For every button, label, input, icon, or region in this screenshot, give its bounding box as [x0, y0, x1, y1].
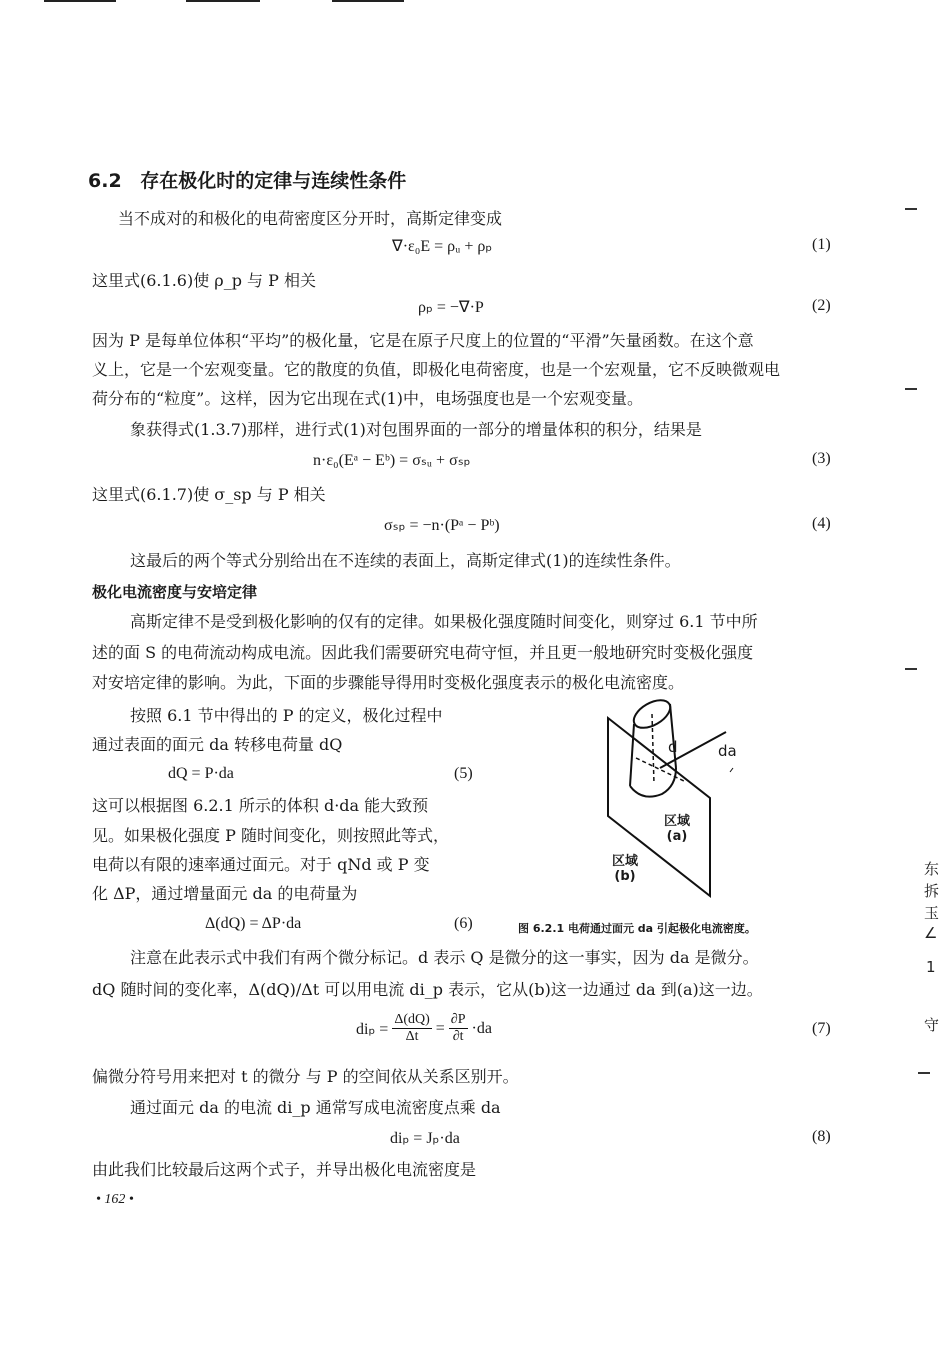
paragraph-line: dQ 随时间的变化率，Δ(dQ)/Δt 可以用电流 di_p 表示，它从(b)这一边通过 da 到(a)这一边。 [92, 980, 763, 999]
equation-2: ρₚ = −∇·P [418, 299, 484, 316]
scan-line [186, 0, 260, 2]
paragraph-line: 通过面元 da 的电流 di_p 通常写成电流密度点乘 da [130, 1098, 501, 1117]
equation-2-number: (2) [812, 297, 831, 314]
margin-mark [905, 388, 917, 390]
label-da: da [718, 742, 737, 760]
section-heading [88, 166, 406, 193]
paragraph-line: 高斯定律不是受到极化影响的仅有的定律。如果极化强度随时间变化，则穿过 6.1 节中所 [130, 612, 758, 631]
paragraph-line: 这最后的两个等式分别给出在不连续的表面上，高斯定律式(1)的连续性条件。 [130, 551, 681, 570]
margin-mark [918, 1072, 930, 1074]
equation-3-number: (3) [812, 450, 831, 467]
margin-mark [905, 668, 917, 670]
paragraph-line: 象获得式(1.3.7)那样，进行式(1)对包围界面的一部分的增量体积的积分，结果是 [130, 420, 702, 439]
equation-4: σₛₚ = −n·(Pᵃ − Pᵇ) [384, 517, 500, 534]
equation-6-number: (6) [454, 915, 473, 932]
scan-mark [730, 768, 733, 772]
equation-8: diₚ = Jₚ·da [390, 1130, 460, 1147]
paragraph-line: 化 ΔP，通过增量面元 da 的电荷量为 [92, 884, 358, 903]
paragraph-line: 见。如果极化强度 P 随时间变化，则按照此等式， [92, 826, 449, 845]
paragraph-line: 对安培定律的影响。为此，下面的步骤能导得用时变极化强度表示的极化电流密度。 [92, 673, 685, 692]
equation-1: ∇·ε₀E = ρᵤ + ρₚ [392, 238, 493, 255]
subheading: 极化电流密度与安培定律 [92, 583, 258, 601]
margin-char: 守 [924, 1016, 940, 1034]
margin-char: 拆 [924, 882, 940, 900]
eq7-fraction-1: $\frac{\Delta(dQ)}{\Delta t}$ [394, 1012, 430, 1044]
page-number: • 162 • [96, 1192, 134, 1207]
paragraph-line: 由此我们比较最后这两个式子，并导出极化电流密度是 [92, 1160, 477, 1179]
eq7-equals: = [435, 1019, 445, 1037]
label-d: d [668, 738, 678, 756]
equation-8-number: (8) [812, 1128, 831, 1145]
label-region-b: 区域 (b) [612, 854, 639, 884]
paragraph-line: 义上，它是一个宏观变量。它的散度的负值，即极化电荷密度，也是一个宏观量，它不反映微观电 [92, 360, 781, 379]
scan-line [44, 0, 116, 2]
cylinder-side [630, 724, 634, 786]
margin-mark [905, 208, 917, 210]
cylinder-side [670, 704, 676, 768]
paragraph-line: 注意在此表示式中我们有两个微分标记。d 表示 Q 是微分的这一事实，因为 da 是微分。 [130, 948, 759, 967]
equation-3: n·ε₀(Eᵃ − Eᵇ) = σₛᵤ + σₛₚ [313, 452, 471, 469]
equation-5: dQ = P·da [168, 765, 234, 782]
paragraph-line: 这里式(6.1.7)使 σ_sp 与 P 相关 [92, 485, 326, 504]
paragraph-line: 因为 P 是每单位体积“平均”的极化量，它是在原子尺度上的位置的“平滑”矢量函数。在这个意 [92, 331, 754, 350]
eq7-fraction-2: $\frac{\partial P}{\partial t}$ [450, 1012, 466, 1044]
margin-char: 东 [924, 860, 940, 878]
paragraph-line: 通过表面的面元 da 转移电荷量 dQ [92, 735, 343, 754]
equation-7-number: (7) [812, 1020, 831, 1037]
paragraph-line: 这里式(6.1.6)使 ρ_p 与 P 相关 [92, 271, 316, 290]
equation-1-number: (1) [812, 236, 831, 253]
margin-char: 1 [926, 958, 936, 976]
scan-line [332, 0, 404, 2]
paragraph-line: 当不成对的和极化的电荷密度区分开时，高斯定律变成 [118, 209, 503, 228]
equation-5-number: (5) [454, 765, 473, 782]
paragraph-line: 电荷以有限的速率通过面元。对于 qNd 或 P 变 [92, 855, 430, 874]
section-number: 6.2 [88, 170, 122, 192]
figure-caption: 图 6.2.1 电荷通过面元 da 引起极化电流密度。 [518, 922, 756, 935]
paragraph-line: 荷分布的“粒度”。这样，因为它出现在式(1)中，电场强度也是一个宏观变量。 [92, 389, 644, 408]
paragraph-line: 偏微分符号用来把对 t 的微分 与 P 的空间依从关系区别开。 [92, 1067, 519, 1086]
projection-line [636, 758, 686, 782]
margin-char: ∠ [924, 924, 938, 942]
eq7-lhs: diₚ = [356, 1020, 389, 1038]
paragraph-line: 按照 6.1 节中得出的 P 的定义，极化过程中 [130, 706, 443, 725]
label-region-a: 区域 (a) [664, 814, 691, 844]
paragraph-line: 述的面 S 的电荷流动构成电流。因此我们需要研究电荷守恒，并且更一般地研究时变极化强度 [92, 643, 754, 662]
paragraph-line: 这可以根据图 6.2.1 所示的体积 d·da 能大致预 [92, 796, 429, 815]
figure-6-2-1 [590, 698, 770, 908]
margin-char: 玉 [924, 904, 940, 922]
section-title: 存在极化时的定律与连续性条件 [140, 170, 407, 192]
equation-6: Δ(dQ) = ΔP·da [205, 915, 302, 932]
equation-7 [356, 1012, 492, 1045]
eq7-rhs: ·da [471, 1019, 492, 1037]
equation-4-number: (4) [812, 515, 831, 532]
